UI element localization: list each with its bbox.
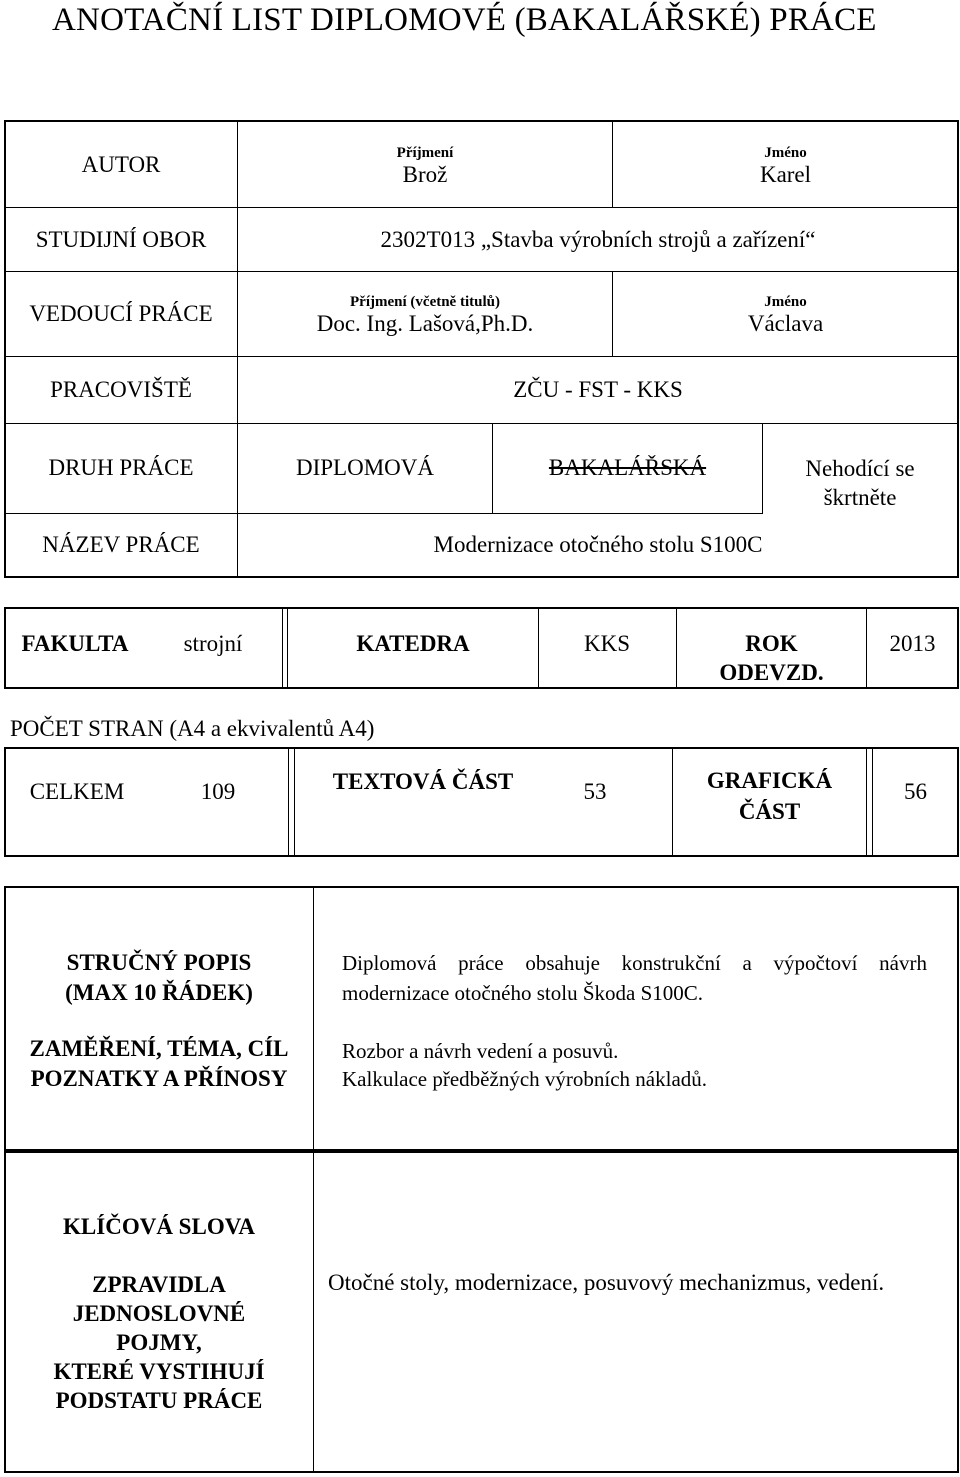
description-text-3: Kalkulace předběžných výrobních nákladů.: [342, 1067, 708, 1091]
author-name-label: Jméno: [764, 144, 807, 161]
work-type-note-line1: Nehodící se: [805, 456, 915, 481]
description-text-2: Rozbor a návrh vedení a posuvů.: [342, 1039, 619, 1063]
department-value: KKS: [583, 631, 630, 656]
workplace-label: PRACOVIŠTĚ: [50, 377, 192, 402]
author-surname: Brož: [402, 161, 448, 187]
work-type-label: DRUH PRÁCE: [48, 455, 194, 480]
page-title: ANOTAČNÍ LIST DIPLOMOVÉ (BAKALÁŘSKÉ) PRÁCE: [52, 2, 877, 38]
pages-heading: POČET STRAN (A4 a ekvivalentů A4): [10, 716, 375, 741]
description-label-line3: ZAMĚŘENÍ, TÉMA, CÍL: [29, 1036, 289, 1061]
description-text-1: Diplomová práce obsahuje konstrukční a výpočtoví návrh modernizace otočného stolu Škoda S100C.: [342, 951, 927, 1005]
work-type-note-line2: škrtněte: [823, 485, 897, 510]
supervisor-surname-cell: [238, 287, 612, 343]
work-type-note: [763, 450, 957, 516]
supervisor-name: Václava: [747, 310, 824, 336]
author-label: AUTOR: [81, 151, 161, 177]
pages-total-label: CELKEM: [29, 779, 125, 804]
keywords-value: Otočné stoly, modernizace, posuvový mechanizmus, vedení.: [328, 1270, 885, 1295]
work-title-label: NÁZEV PRÁCE: [42, 532, 200, 557]
workplace-value: ZČU - FST - KKS: [513, 377, 683, 402]
description-label: [6, 946, 312, 1096]
pages-text-value: 53: [583, 779, 607, 804]
keywords-label-line2: ZPRAVIDLA: [92, 1271, 226, 1297]
pages-graphic-label: [673, 766, 866, 826]
keywords-label-line3: JEDNOSLOVNÉ: [72, 1300, 246, 1326]
keywords-label-line6: PODSTATU PRÁCE: [55, 1387, 263, 1413]
pages-graphic-label-line2: ČÁST: [738, 799, 801, 824]
description-label-line4: POZNATKY A PŘÍNOSY: [30, 1066, 288, 1091]
author-name: Karel: [759, 161, 812, 187]
pages-graphic-value: 56: [904, 779, 927, 804]
supervisor-label: VEDOUCÍ PRÁCE: [29, 301, 213, 326]
department-label: KATEDRA: [356, 631, 470, 656]
author-name-cell: [613, 138, 958, 194]
year-label-line2: ODEVZD.: [719, 660, 824, 685]
work-type-diploma: DIPLOMOVÁ: [296, 455, 434, 480]
faculty-value: strojní: [183, 631, 243, 656]
pages-text-label: TEXTOVÁ ČÁST: [332, 769, 514, 794]
keywords-label-line4: POJMY,: [116, 1329, 202, 1355]
work-type-bachelor-text: BAKALÁŘSKÁ: [548, 455, 707, 480]
year-label: [677, 628, 866, 688]
keywords-label-line1: KLÍČOVÁ SLOVA: [63, 1213, 255, 1239]
work-type-bachelor: [493, 448, 762, 488]
faculty-label: FAKULTA: [21, 631, 129, 656]
pages-graphic-label-line1: GRAFICKÁ: [706, 768, 833, 793]
author-surname-label: Příjmení: [396, 144, 454, 161]
year-label-line1: ROK: [745, 631, 798, 656]
pages-total-value: 109: [200, 779, 236, 804]
supervisor-surname-label: Příjmení (včetně titulů): [350, 293, 500, 310]
study-field-value: 2302T013 „Stavba výrobních strojů a zařízení“: [380, 226, 816, 252]
study-field-label: STUDIJNÍ OBOR: [35, 226, 207, 252]
supervisor-name-cell: [613, 287, 958, 343]
keywords-label: [6, 1208, 312, 1418]
description-label-line2: (MAX 10 ŘÁDEK): [65, 980, 253, 1005]
description-label-line1: STRUČNÝ POPIS: [66, 950, 252, 975]
supervisor-name-label: Jméno: [764, 293, 807, 310]
year-value: 2013: [889, 631, 936, 656]
work-title-value: Modernizace otočného stolu S100C: [433, 532, 763, 557]
supervisor-surname: Doc. Ing. Lašová,Ph.D.: [316, 310, 534, 336]
keywords-label-line5: KTERÉ VYSTIHUJÍ: [53, 1358, 265, 1384]
author-surname-cell: [238, 138, 612, 194]
